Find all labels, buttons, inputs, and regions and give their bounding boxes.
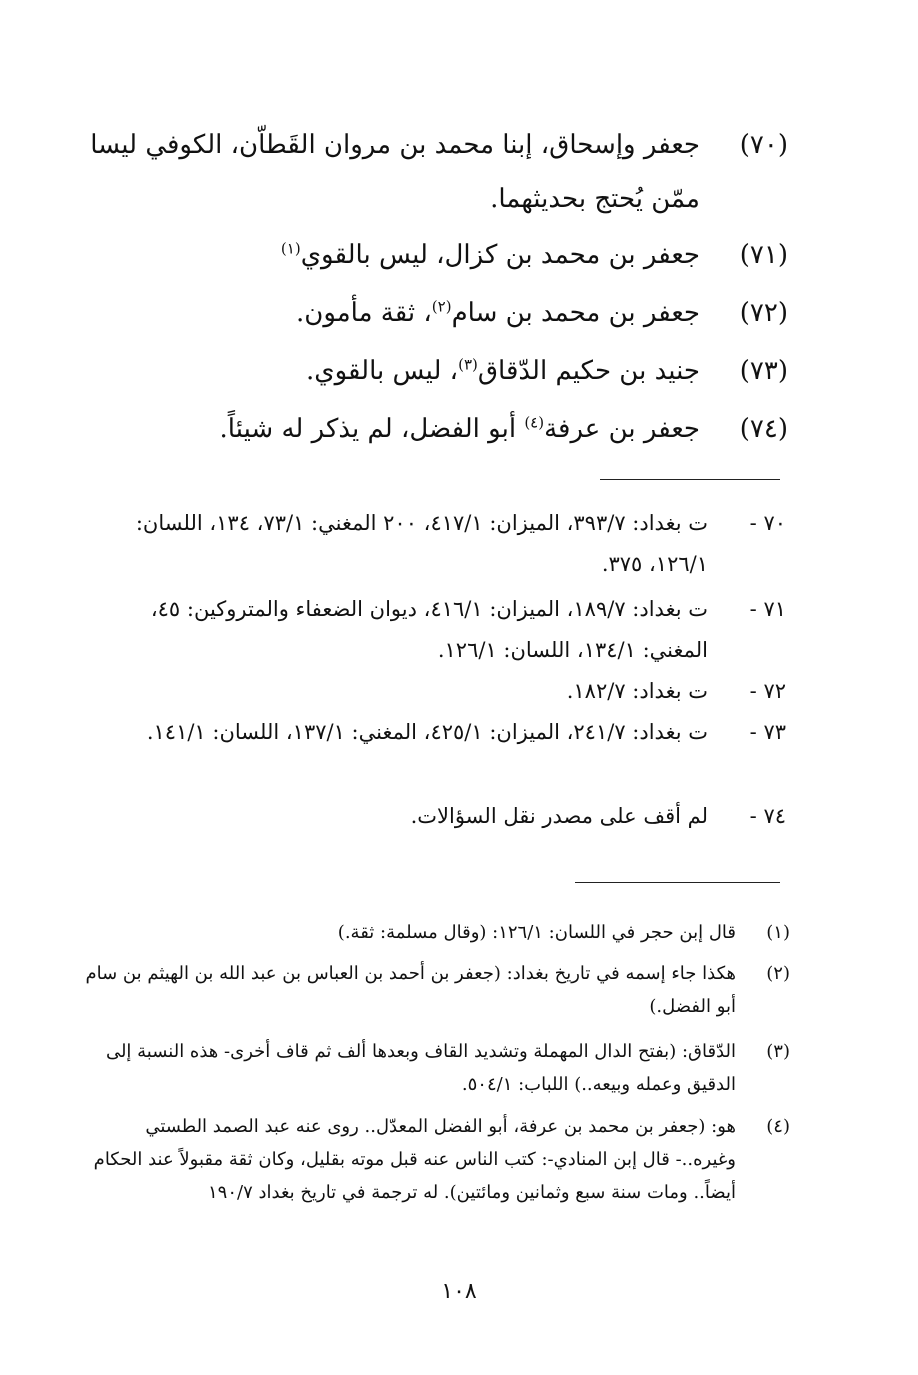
footnote-text: الدّقاق: (بفتح الدال المهملة وتشديد القاف وبعدها ألف ثم قاف أخرى- هذه النسبة إلى الدقيق وعمله وبيعه..) اللباب: ٥٠٤/١. bbox=[105, 1041, 736, 1095]
entry-number: (٧٣) bbox=[739, 356, 788, 386]
source-text: ت بغداد: ٢٤١/٧، الميزان: ٤٢٥/١، المغني: ١٣٧/١، اللسان: ١٤١/١. bbox=[146, 720, 708, 744]
entry-text-main: جنيد بن حكيم الدّقاق bbox=[477, 356, 700, 386]
footnote-number: (٣) bbox=[766, 1041, 790, 1062]
entry-number: (٧٤) bbox=[739, 414, 788, 444]
footnote-number: (١) bbox=[766, 922, 790, 943]
entry-text-rest: ، ثقة مأمون. bbox=[295, 298, 432, 328]
entry-text-main: جعفر بن محمد بن كزال، ليس بالقوي bbox=[300, 240, 700, 270]
entry-text-rest: ، ليس بالقوي. bbox=[305, 356, 459, 386]
entry-text: جعفر وإسحاق، إبنا محمد بن مروان القَطاّن، الكوفي ليسا ممّن يُحتج بحديثهما. bbox=[90, 130, 700, 214]
entry-text bbox=[80, 402, 700, 456]
entry-text-main: جعفر بن محمد بن سام bbox=[451, 298, 700, 328]
entry-number: (٧٢) bbox=[739, 298, 788, 328]
source-number: ٧٣ - bbox=[749, 720, 786, 744]
section-divider bbox=[600, 479, 780, 480]
footnote-marker: (٣) bbox=[458, 355, 478, 374]
footnote-marker: (٤) bbox=[524, 413, 545, 432]
footnote-text: هو: (جعفر بن محمد بن عرفة، أبو الفضل المعدّل.. روى عنه عبد الصمد الطستي وغيره..- قال إبن المنادي-: كتب الناس عنه قبل موته بقليل، وكان ثقة مقبولاً عند الحكام أيضاً.. ومات سنة سبع وثمانين ومائتين). له ترجمة في تاريخ بغداد ١٩٠/٧ bbox=[93, 1116, 736, 1203]
entry-text bbox=[80, 344, 700, 398]
entry-text bbox=[80, 286, 700, 340]
footnote-marker: (١) bbox=[280, 239, 301, 258]
source-text: ت بغداد: ١٨٩/٧، الميزان: ٤١٦/١، ديوان الضعفاء والمتروكين: ٤٥، المغني: ١٣٤/١، اللسان: ١٢٦/١. bbox=[150, 597, 708, 662]
footnote-text: قال إبن حجر في اللسان: ١٢٦/١: (وقال مسلمة: ثقة.) bbox=[337, 922, 736, 943]
footnote-text: هكذا جاء إسمه في تاريخ بغداد: (جعفر بن أحمد بن العباس بن عبد الله بن الهيثم بن سام أبو الفضل.) bbox=[85, 963, 736, 1017]
footnote-divider bbox=[575, 882, 780, 883]
source-number: ٧٠ - bbox=[749, 511, 786, 535]
source-number: ٧١ - bbox=[749, 597, 786, 621]
source-text: ت بغداد: ١٨٢/٧. bbox=[566, 679, 708, 703]
entry-number: (٧١) bbox=[739, 240, 788, 270]
footnote-marker: (٢) bbox=[431, 297, 452, 316]
source-text: ت بغداد: ٣٩٣/٧، الميزان: ٤١٧/١، ٢٠٠ المغني: ٧٣/١، ١٣٤، اللسان: ١٢٦/١، ٣٧٥. bbox=[135, 511, 708, 576]
entry-text-rest: أبو الفضل، لم يذكر له شيئاً. bbox=[219, 414, 525, 444]
entry-text bbox=[80, 228, 700, 282]
footnote-number: (٢) bbox=[766, 963, 790, 984]
page-number: ١٠٨ bbox=[441, 1279, 477, 1304]
source-number: ٧٤ - bbox=[749, 804, 786, 828]
source-text: لم أقف على مصدر نقل السؤالات. bbox=[410, 804, 708, 828]
entry-number: (٧٠) bbox=[739, 130, 788, 160]
source-number: ٧٢ - bbox=[749, 679, 786, 703]
footnote-number: (٤) bbox=[766, 1116, 790, 1137]
entry-text-main: جعفر بن عرفة bbox=[544, 414, 700, 444]
